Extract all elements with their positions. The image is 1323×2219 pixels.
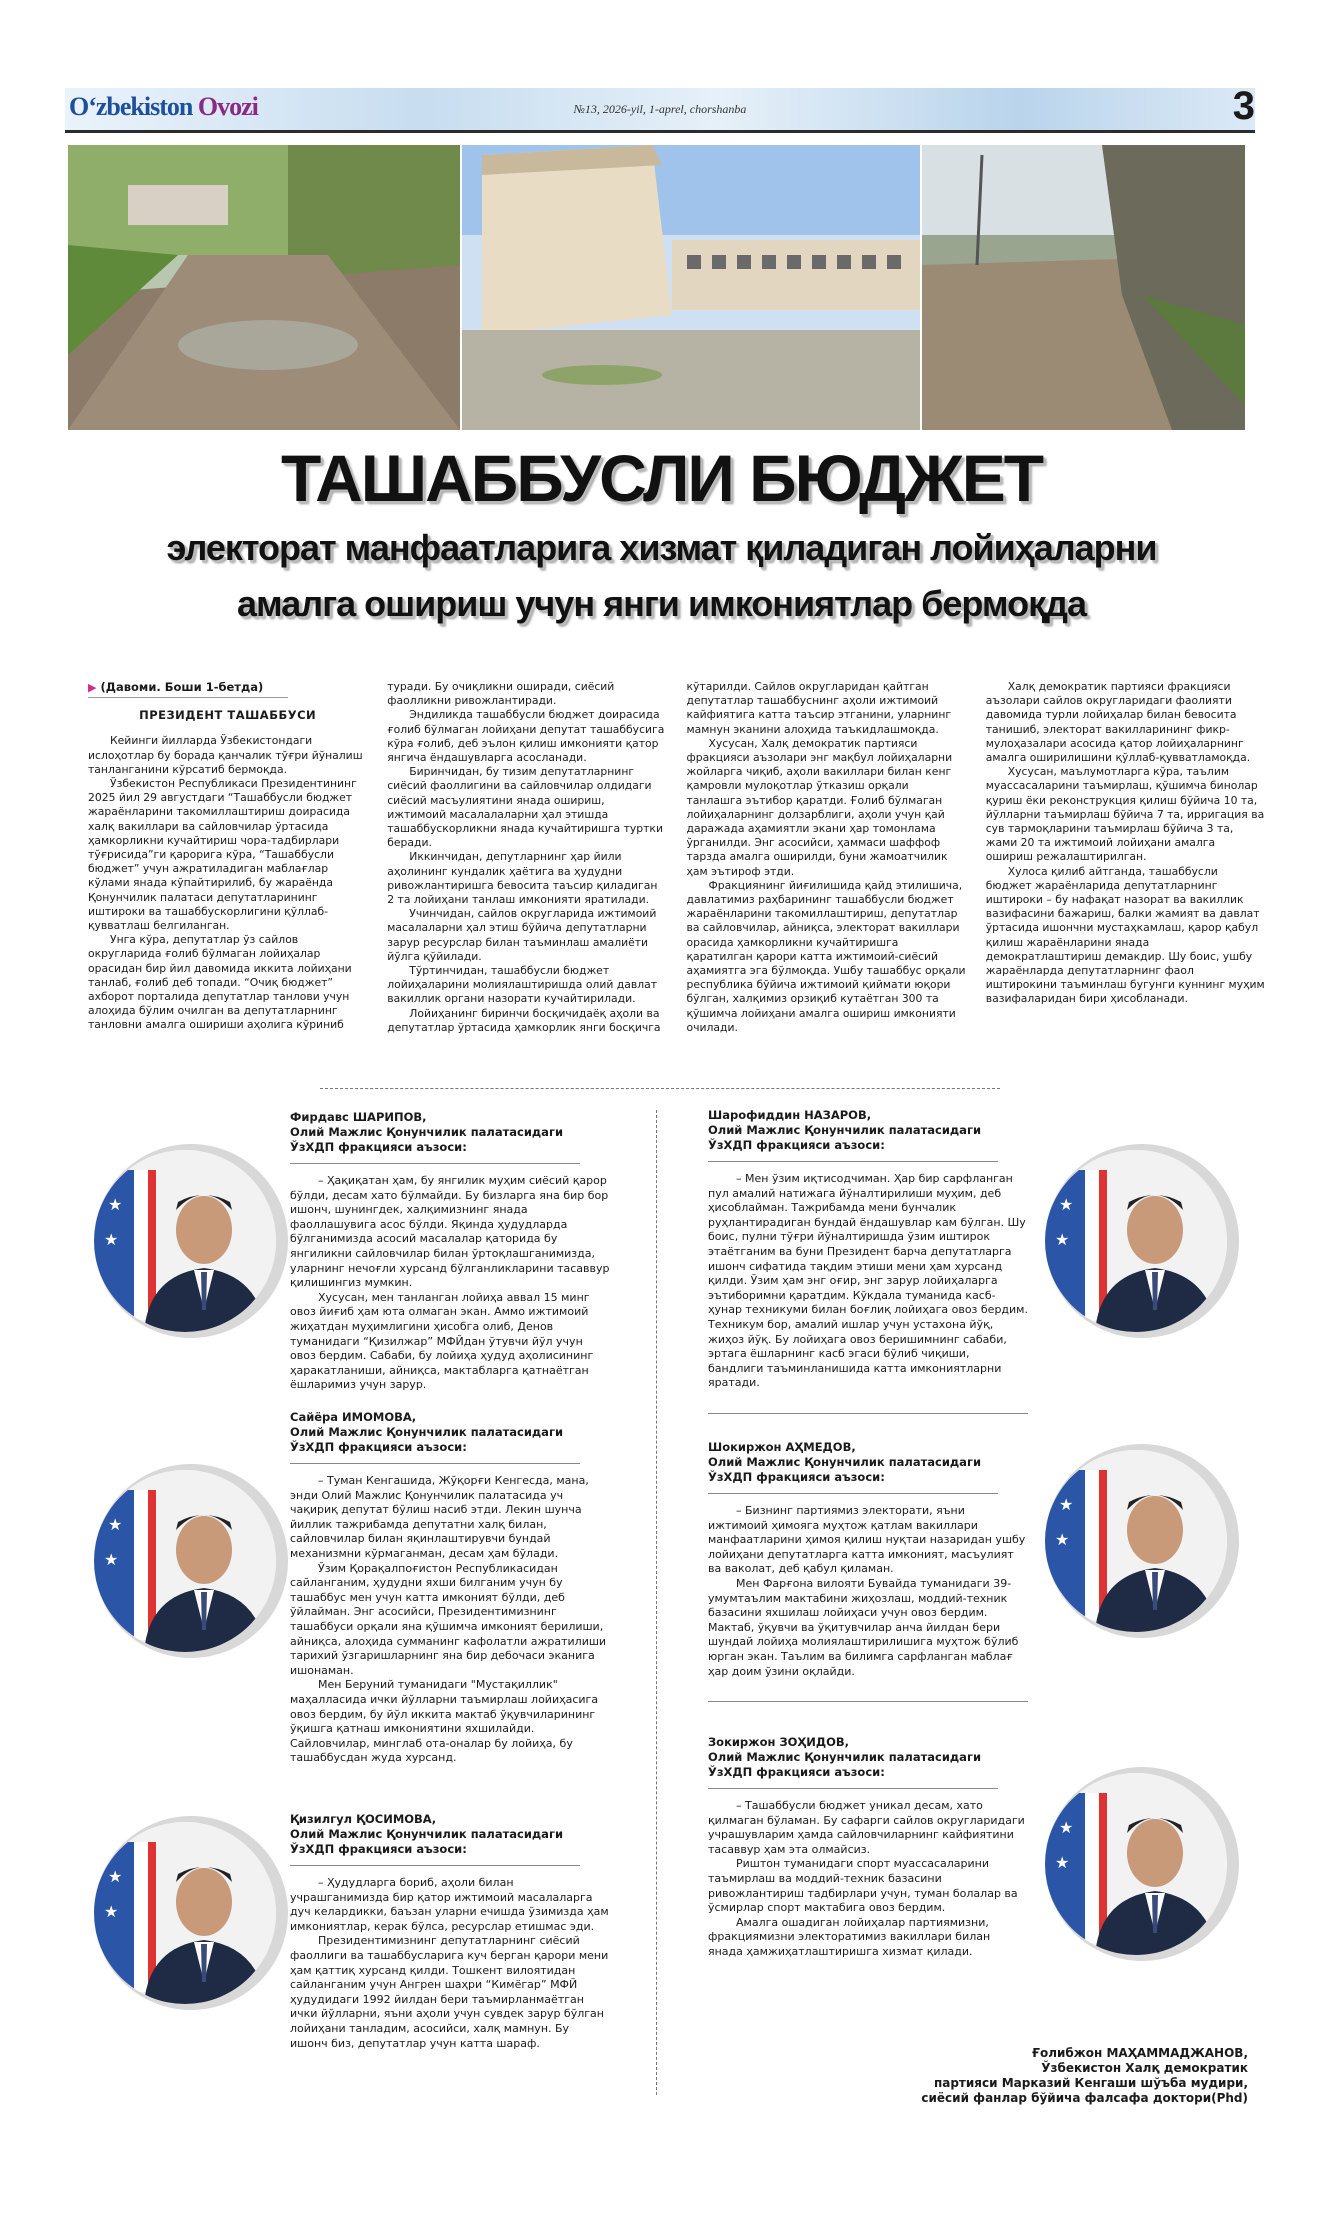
interview-zohidov: Зокиржон ЗОҲИДОВ, Олий Мажлис Қонунчилик палатасидаги ЎзХДП фракцияси аъзоси: – Ташаббусли бюджет уникал десам, хато қилмаган бўламан. Бу сафарги сайлов округларидаги учрашувларим ҳамда сайловчиларнинг кайфиятини тасаввур ҳам эта олмайсиз. Риштон туманидаги спорт муассасаларини таъмирлаш ва моддий-техник базасини ривожлантириш тадбирлари учун, туман болалар ва ўсмирлар спорт мактабига овоз бердим. Амалга ошадиган лойиҳалар партиямизни, фракциямизни электоратимиз вакиллари билан янада ҳамжиҳатлаштиришга хизмат қилади. <box>708 1735 1025 1958</box>
newspaper-logo: O‘zbekiston Ovozi <box>69 92 258 121</box>
paragraph: Иккинчидан, депутларнинг ҳар йили аҳолининг кундалик ҳаётига ва ҳудудни ривожлантиришга бевосита таъсир қиладиган 2 та лойиҳани танлаш имконияти яратилади. <box>387 850 658 907</box>
column-divider <box>656 1110 657 2095</box>
interview-ahmedov: Шокиржон АҲМЕДОВ, Олий Мажлис Қонунчилик палатасидаги ЎзХДП фракцияси аъзоси: – Бизнинг партиямиз электорати, яъни ижтимоий ҳимояга муҳтож қатлам вакиллари манфаатларини ҳимоя қилиш нуқтаи назаридан ушбу лойиҳани депутатларга катта имконият, масъулият ва ваколат, деб қабул қиламан. Мен Фарғона вилояти Бувайда туманидаги 39-умумтаълим мактабини жиҳозлаш, моддий-техник базасини яхшилаш лойиҳаси учун овоз бердим. Мактаб, ўқувчи ва ўқитувчилар анча йилдан бери шундай лойиҳа молиялаштирилишига муҳтож бўлиб юрган экан. Таълим ва билимга сарфланган маблағ ҳар доим ўзини оқлайди. <box>708 1440 1028 1702</box>
rule <box>290 1463 580 1464</box>
section-divider <box>320 1088 1000 1089</box>
issue-info: №13, 2026-yil, 1-aprel, chorshanba <box>573 102 747 116</box>
paragraph: Хусусан, маълумотларга кўра, таълим муассасаларини таъмирлаш, қўшимча бинолар қуриш ёки реконструкция қилиш бўйича 10 та, йўлларни таъмирлаш бўйича 7 та, ирригация ва сув тармоқларини таъмирлаш бўйича 3 та, жами 20 та ижтимоий лойиҳани амалга ошириш режалаштирилган. <box>985 765 1265 864</box>
photo-school-building <box>462 145 920 430</box>
interview-kosimova: Қизилгул ҚОСИМОВА, Олий Мажлис Қонунчилик палатасидаги ЎзХДП фракцияси аъзоси: – Ҳудудларга бориб, аҳоли билан учрашганимизда бир қатор ижтимоий масалаларга дуч келардикки, баъзан уларни ечишда ўзимизда ҳам имкониятлар, керак бўлса, ресурслар етишмас эди. Президентимизнинг депутатларнинг сиёсий фаоллиги ва ташаббусларига куч берган қарори мени ҳам қаттиқ хурсанд қилди. Тошкент вилоятидан сайланганим учун Ангрен шаҳри “Кимёгар” МФЙ ҳудудидаги 1992 йилдан бери таъмирланмаётган ички йўлларни, яъни аҳоли учун сувдек зарур бўлган лойиҳани танладим, асосийси, халқ мамнун. Бу ишонч биз, депутатлар учун катта шараф. <box>290 1812 609 2050</box>
paragraph: Кейинги йилларда Ўзбекистондаги ислоҳотлар бу борада қанчалик тўғри йўналиш танланганини кўрсатиб бермоқда. <box>88 734 363 776</box>
rule <box>290 1163 580 1164</box>
triangle-bullet-icon: ▶ <box>88 681 97 694</box>
rule <box>708 1413 1028 1414</box>
masthead <box>65 84 1255 133</box>
author-signature: Ғолибжон МАҲАММАДЖАНОВ, Ўзбекистон Халқ демократик партияси Марказий Кенгаши шўъба мудири, сиёсий фанлар бўйича фалсафа доктори(Phd) <box>921 2046 1248 2105</box>
photo-field-trees <box>922 145 1245 430</box>
paragraph: Лойиҳанинг биринчи босқичидаёқ аҳоли ва депутатлар ўртасида ҳамкорлик янги босқичга кўтарилди. Сайлов округларидан қайтган депутатлар ташаббуснинг аҳоли ижтимоий кайфиятига катта таъсир этганини, уларнинг мамнун эканини алоҳида таъкидлашмоқда. <box>387 680 952 1034</box>
rule <box>290 1865 580 1866</box>
portrait-kosimova <box>94 1822 276 2004</box>
article-subtitle-line2: амалга ошириш учун янги имкониятлар бермоқда <box>237 583 1086 624</box>
photo-muddy-road <box>68 145 460 430</box>
rule <box>708 1701 1028 1702</box>
interview-imomova: Сайёра ИМОМОВА, Олий Мажлис Қонунчилик палатасидаги ЎзХДП фракцияси аъзоси: – Туман Кенгашида, Жўқорғи Кенгесда, мана, энди Олий Мажлис Қонунчилик палатасида уч чақириқ депутат бўлиш насиб этди. Лекин шунча йиллик тажрибамда депутатни халқ билан, сайловчилар билан яқинлаштирувчи бундай механизмни кўрмаганман, десам ҳам бўлади. Ўзим Қорақалпоғистон Республикасидан сайланганим, ҳудудни яхши билганим учун бу ташаббус мен учун катта имконият бўлди, деб ўйлайман. Энг асосийси, Президентимизнинг ташаббуси орқали яна қўшимча имконият берилиши, айниқса, алоҳида сумманинг кафолатли ажратилиши тарихий ўзгаришларнинг яна бир дебочаси эканига ишонаман. Мен Беруний туманидаги "Мустақиллик" маҳалласида ички йўлларни таъмирлаш лойиҳасига овоз бердим, бу йўл иккита мактаб ўқувчиларининг ўқишга қатнаш имкониятини яхшилайди. Сайловчилар, минглаб ота-оналар бу лойиҳа, бу ташаббусдан жуда хурсанд. <box>290 1410 607 1765</box>
portrait-sharipov <box>94 1150 276 1332</box>
interview-sharipov: Фирдавс ШАРИПОВ, Олий Мажлис Қонунчилик палатасидаги ЎзХДП фракцияси аъзоси: – Ҳақиқатан ҳам, бу янгилик муҳим сиёсий қарор бўлди, десам хато бўлмайди. Бу бизларга яна бир бор ишонч, шунингдек, халқимизнинг янада фаоллашувига асос бўлди. Яқинда ҳудудларда бўлганимизда асосий масалалар қаторида бу янгиликни сайловчилар билан ўртоқлашганимизда, уларнинг нечоғли хурсанд бўлганликларини тасаввур қилишингиз мумкин. Хусусан, мен танланган лойиҳа аввал 15 минг овоз йиғиб ҳам юта олмаган экан. Аммо ижтимоий жиҳатдан муҳимлигини ҳисобга олиб, Денов туманидаги “Қизилжар” МФЙдан ўтувчи йўл учун овоз бердим. Сабаби, бу лойиҳа ҳудуд аҳолисининг ҳаракатланиши, айниқса, мактабларга қатнаётган ёшларимиз учун зарур. <box>290 1110 610 1392</box>
article-body <box>88 680 1265 1035</box>
paragraph: Хусусан, Халқ демократик партияси фракцияси аъзолари энг мақбул лойиҳаларни жойларга чиқиб, аҳоли вакиллари билан кенг қамровли мулоқотлар ўтказиш орқали танлашга эътибор қаратди. Ғолиб бўлмаган лойиҳаларнинг долзарблиги, аҳоли учун қай даражада аҳамиятли экани ҳар томонлама ўрганилди. Энг асосийси, ҳаммаси шаффоф тарзда амалга оширилди, буни жамоатчилик ҳам эътироф этди. <box>686 736 953 878</box>
paragraph: Унга кўра, депутатлар ўз сайлов округларида ғолиб бўлмаган лойиҳалар орасидан бир йил давомида иккита лойиҳани танлаб, ғолиб деб топади. “Очиқ бюджет” ахборот порталида депутатлар танлови учун алоҳида бўлим очилган ва депутатларнинг танловни амалга ошириши аҳолига кўриниб туради. Бу очиқликни оширади, сиёсий фаолликни ривожлантиради. <box>88 680 615 1032</box>
paragraph: Тўртинчидан, ташаббусли бюджет лойиҳаларини молиялаштиришда олий давлат вакиллик органи назорати кучайтирилади. <box>387 964 658 1006</box>
interview-nazarov: Шарофиддин НАЗАРОВ, Олий Мажлис Қонунчилик палатасидаги ЎзХДП фракцияси аъзоси: – Мен ўзим иқтисодчиман. Ҳар бир сарфланган пул амалий натижага йўналтирилиши муҳим, деб ҳисоблайман. Тажрибамда мени бунчалик руҳлантирадиган бундай ёндашувлар кам бўлган. Шу боис, пулни тўғри йўналтиришда ўзим иштирок этаётганим ва буни Президент барча депутатларга ишонч сифатида тақдим этиши мени ҳам хурсанд қилди. Ўзим ҳам энг оғир, энг зарур лойиҳаларга эътиборимни қаратдим. Кўкдала туманида касб-ҳунар техникуми билан боғлиқ лойиҳага овоз бердим. Техникум бор, амалий ишлар учун устахона йўқ, жиҳоз йўқ. Бу лойиҳага овоз беришимнинг сабаби, эртага ёшларнинг касб эгаси бўлиб чиқиши, бандлиги таъминланишида катта имкониятларни яратади. <box>708 1108 1028 1414</box>
article-title: ТАШАББУСЛИ БЮДЖЕТ <box>280 441 1043 515</box>
rule <box>708 1493 998 1494</box>
paragraph: Учинчидан, сайлов округларида ижтимоий масалаларни ҳал этиш бўйича депутатларни зарур ресурслар билан таъминлаш амалиёти йўлга қўйилади. <box>387 907 657 963</box>
section-heading: ПРЕЗИДЕНТ ТАШАББУСИ <box>139 708 317 723</box>
paragraph: Халқ демократик партияси фракцияси аъзолари сайлов округларидаги фаолияти давомида турли лойиҳалар билан бевосита танишиб, электорат вакилларининг фикр-мулоҳазалари асосида қатор лойиҳаларнинг амалга оширилишини қўллаб-қувватламоқда. <box>985 680 1251 765</box>
portrait-nazarov <box>1045 1150 1227 1332</box>
portrait-imomova <box>94 1470 276 1652</box>
portrait-ahmedov <box>1045 1450 1227 1632</box>
portrait-zohidov <box>1045 1773 1227 1955</box>
rule <box>708 1161 998 1162</box>
paragraph: Биринчидан, бу тизим депутатларнинг сиёсий фаоллигини ва сайловчилар олдидаги сиёсий масъулиятини янада ошириш, ижтимоий масалалаларни ҳал этишда ташаббускорликни янада кучайтиришга туртки беради. <box>387 765 663 850</box>
paragraph: Хулоса қилиб айтганда, ташаббусли бюджет жараёнларида депутатларнинг иштироки – бу нафақат назорат ва вакиллик вазифасини бажариш, балки жамият ва давлат ўртасида ишончни мустаҳкамлаш, қарор қабул қилиш жараёнларини янада демократлаштириш демакдир. Шу боис, ушбу жараёнларда депутатларнинг фаол иштирокини таъминлаш бугунги куннинг муҳим вазифаларидан бири ҳисобланади. <box>985 864 1265 1006</box>
paragraph: Фракциянинг йиғилишида қайд этилишича, давлатимиз раҳбарининг ташаббусли бюджет жараёнларини такомиллаштириш, депутатлар ва сайловчилар, айниқса, электорат вакиллари орасида ҳамкорликни кучайтиришга қаратилган қарори катта ижтимоий-сиёсий аҳамиятга эга бўлмоқда. Ушбу ташаббус орқали республика бўйича ижтимоий қиймати юқори бўлган, халқимиз орзиқиб кутаётган 300 та қўшимча лойиҳани амалга ошириш имконияти очилади. <box>686 878 966 1034</box>
rule <box>708 1788 998 1789</box>
paragraph: Эндиликда ташаббусли бюджет доирасида ғолиб бўлмаган лойиҳани депутат ташаббусига кўра ғолиб, деб эълон қилиш имконияти қатор янгича ёндашувларга асосланади. <box>387 708 665 765</box>
article-subtitle-line1: электорат манфаатларига хизмат қиладиган лойиҳаларни <box>166 527 1157 568</box>
headline <box>0 436 1323 632</box>
page-number: 3 <box>1232 84 1253 128</box>
continued-note: ▶ (Давоми. Боши 1-бетда) <box>88 680 288 698</box>
paragraph: Ўзбекистон Республикаси Президентининг 2025 йил 29 августдаги “Ташаббусли бюджет жараёнларини такомиллаштириш доирасида халқ вакиллари ва сайловчилар ўртасида ҳамкорликни кучайтириш чора-тадбирлари тўғрисида”ги қарорига кўра, “Ташаббусли бюджет” учун ажратиладиган маблағлар кўлами янада кўпайтирилиб, бу жараёнда Қонунчилик палатаси депутатларининг иштироки ва ташаббускорлигини қўллаб-қувватлаш белгиланган. <box>88 777 357 933</box>
